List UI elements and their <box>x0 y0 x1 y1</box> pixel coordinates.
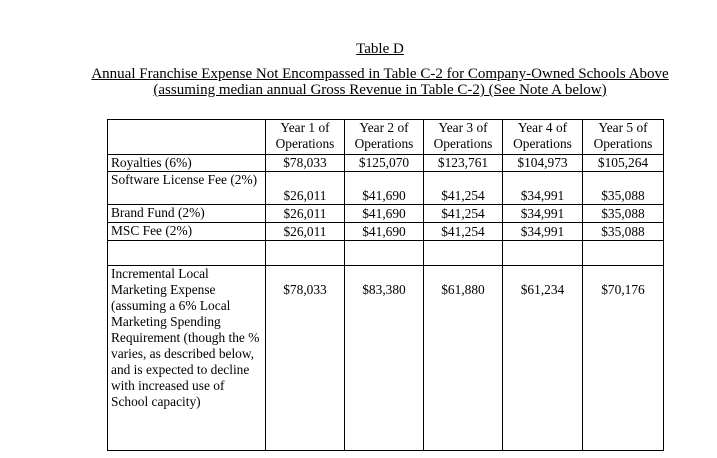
table-row <box>108 205 664 223</box>
header-year-2-line-1: Year 2 of <box>359 120 409 135</box>
header-year-1-line-1: Year 1 of <box>280 120 330 135</box>
header-year-5-line-2: Operations <box>593 136 653 151</box>
cell-value: $41,254 <box>424 223 503 241</box>
table-row <box>108 172 664 205</box>
header-year-2-line-2: Operations <box>354 136 414 151</box>
cell-value: $34,991 <box>503 223 583 241</box>
header-year-5 <box>583 120 664 155</box>
cell-value: $105,264 <box>583 155 664 172</box>
table-row <box>108 223 664 241</box>
cell-value: $41,690 <box>345 223 424 241</box>
cell-value: $78,033 <box>266 155 345 172</box>
header-year-4 <box>503 120 583 155</box>
cell-value: $41,690 <box>345 205 424 223</box>
blank-table-row <box>108 241 664 266</box>
row-label-incremental-local-marketing: Incremental Local Marketing Expense (assuming a 6% Local Marketing Spending Requirement (though the % varies, as described below, and is expected to decline with increased use of School capacity) <box>108 266 266 451</box>
header-year-1-line-2: Operations <box>275 136 335 151</box>
table-row <box>108 155 664 172</box>
row-label-brand-fund: Brand Fund (2%) <box>108 205 266 223</box>
row-label-royalties: Royalties (6%) <box>108 155 266 172</box>
header-corner-cell <box>108 120 266 155</box>
cell-value: $34,991 <box>503 205 583 223</box>
table-header-row <box>108 120 664 155</box>
cell-value: $41,690 <box>345 172 424 205</box>
cell-value: $26,011 <box>266 205 345 223</box>
cell-value: $125,070 <box>345 155 424 172</box>
cell-value: $61,234 <box>503 266 583 451</box>
cell-value: $35,088 <box>583 172 664 205</box>
cell-value: $123,761 <box>424 155 503 172</box>
franchise-expense-table <box>107 119 664 451</box>
header-year-3 <box>424 120 503 155</box>
empty-cell <box>424 241 503 266</box>
header-year-1 <box>266 120 345 155</box>
title-block <box>0 41 717 98</box>
cell-value: $41,254 <box>424 172 503 205</box>
header-year-5-line-1: Year 5 of <box>598 120 648 135</box>
empty-cell <box>266 241 345 266</box>
table-row <box>108 266 664 451</box>
row-label-software-license-fee: Software License Fee (2%) <box>108 172 266 205</box>
empty-cell <box>583 241 664 266</box>
empty-cell <box>108 241 266 266</box>
empty-cell <box>345 241 424 266</box>
header-year-4-line-2: Operations <box>513 136 572 151</box>
cell-value: $70,176 <box>583 266 664 451</box>
row-label-msc-fee: MSC Fee (2%) <box>108 223 266 241</box>
cell-value: $41,254 <box>424 205 503 223</box>
cell-value: $35,088 <box>583 205 664 223</box>
cell-value: $83,380 <box>345 266 424 451</box>
table-title-line-2: (assuming median annual Gross Revenue in Table C-2) (See Note A below) <box>153 82 607 98</box>
cell-value: $26,011 <box>266 223 345 241</box>
header-year-3-line-2: Operations <box>433 136 493 151</box>
cell-value: $34,991 <box>503 172 583 205</box>
empty-cell <box>503 241 583 266</box>
cell-value: $26,011 <box>266 172 345 205</box>
cell-value: $78,033 <box>266 266 345 451</box>
table-title-line-1: Annual Franchise Expense Not Encompassed in Table C-2 for Company-Owned Schools Above <box>91 66 669 82</box>
header-year-3-line-1: Year 3 of <box>438 120 488 135</box>
cell-value: $35,088 <box>583 223 664 241</box>
table-name: Table D <box>356 41 404 57</box>
header-year-4-line-1: Year 4 of <box>517 120 568 135</box>
header-year-2 <box>345 120 424 155</box>
cell-value: $61,880 <box>424 266 503 451</box>
cell-value: $104,973 <box>503 155 583 172</box>
